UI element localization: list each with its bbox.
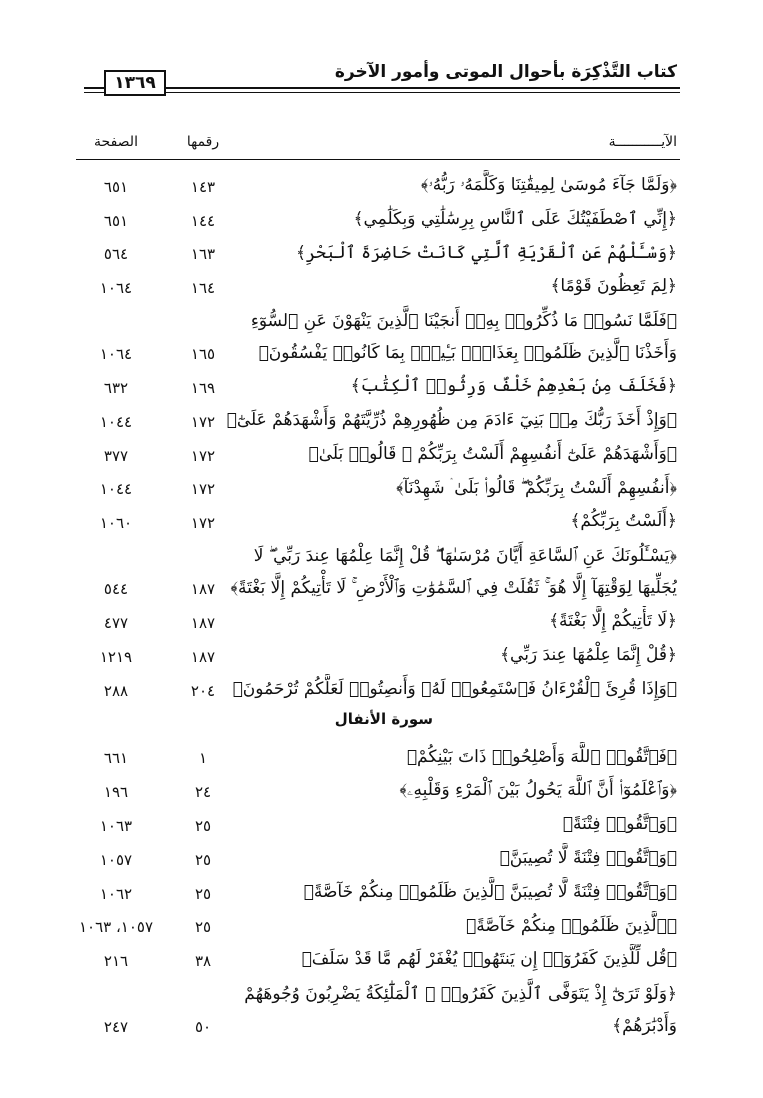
page-number-box — [104, 70, 166, 96]
verse-number: ١٨٧ — [190, 613, 216, 632]
index-row — [0, 911, 763, 945]
page-reference: ٤٧٧ — [103, 613, 129, 632]
page-reference: ٦٦١ — [103, 749, 129, 768]
index-row — [0, 238, 763, 272]
verse-text: ﴿وَٱتَّقُوا۟ فِتْنَةً﴾ — [562, 814, 677, 835]
verse-text: ﴿لِمَ تَعِظُونَ قَوْمًا﴾ — [550, 276, 677, 297]
page-reference: ١٩٦ — [103, 783, 129, 802]
index-row — [0, 606, 763, 640]
verse-number: ١٧٢ — [190, 412, 216, 431]
page-reference: ١٠٦٤ — [99, 345, 133, 364]
verse-text: ﴿وَٱتَّقُوا۟ فِتْنَةً لَّا تُصِيبَنَّ ٱلَّذِينَ ظَلَمُوا۟ مِنكُمْ خَآصَّةً﴾ — [303, 881, 677, 902]
page-number: ١٣٦٩ — [114, 73, 156, 93]
index-row — [0, 742, 763, 776]
verse-number: ١٦٤ — [190, 279, 216, 298]
index-row — [0, 271, 763, 305]
index-row — [0, 640, 763, 674]
verse-text: ﴿وَلَمَّا جَآءَ مُوسَىٰ لِمِيقَٰتِنَا وَكَلَّمَهُۥ رَبُّهُۥ﴾ — [420, 175, 677, 195]
index-row — [0, 843, 763, 877]
index-row — [0, 371, 763, 405]
page-reference: ١٠٥٧، ١٠٦٣ — [78, 918, 154, 937]
verse-number: ٢٤ — [194, 783, 212, 802]
page-reference: ٢٨٨ — [103, 681, 129, 700]
verse-text: ﴿وَٱعْلَمُوٓا۟ أَنَّ ٱللَّهَ يَحُولُ بَيْنَ ٱلْمَرْءِ وَقَلْبِهِۦ﴾ — [399, 780, 677, 801]
index-row — [0, 506, 763, 540]
page-reference: ١٠٤٤ — [99, 412, 133, 431]
column-header-number: رقمها — [186, 134, 220, 150]
page-reference: ١٠٤٤ — [99, 480, 133, 499]
verse-number: ١٤٤ — [190, 211, 216, 230]
verse-number: ١٤٣ — [190, 177, 216, 196]
page-reference: ١٠٦٤ — [99, 279, 133, 298]
page-reference: ١٠٦٢ — [99, 884, 133, 903]
running-header-title: كتاب التَّذْكِرَة بأحوال الموتى وأمور الآخرة — [334, 62, 677, 82]
verse-number: ١٨٧ — [190, 647, 216, 666]
verse-number: ١٨٧ — [190, 580, 216, 599]
page-reference: ٦٥١ — [103, 211, 129, 230]
header-rule-thick — [84, 87, 680, 89]
verse-text: ﴿أَلَسْتُ بِرَبِّكُمْ﴾ — [570, 511, 677, 532]
index-table — [0, 170, 763, 1044]
verse-text: ﴿إِنِّي ٱصْطَفَيْتُكَ عَلَى ٱلنَّاسِ بِرِسَٰلَٰتِي وَبِكَلَٰمِي﴾ — [353, 208, 677, 229]
verse-number: ٢٥ — [194, 816, 212, 835]
verse-text: ﴿وَإِذْ أَخَذَ رَبُّكَ مِنۢ بَنِيٓ ءَادَمَ مِن ظُهُورِهِمْ ذُرِّيَّتَهُمْ وَأَشْهَدَهُمْ عَلَىٰٓ﴾ — [226, 409, 677, 430]
index-row — [0, 944, 763, 978]
verse-number: ١٧٢ — [190, 480, 216, 499]
verse-number: ١٦٥ — [190, 345, 216, 364]
page-reference: ٣٧٧ — [103, 446, 129, 465]
verse-number: ١٧٢ — [190, 446, 216, 465]
verse-text: ﴿وَٱتَّقُوا۟ فِتْنَةً لَّا تُصِيبَنَّ﴾ — [499, 847, 677, 868]
verse-text: ﴿يَسْـَٔلُونَكَ عَنِ ٱلسَّاعَةِ أَيَّانَ مُرْسَىٰهَا ۖ قُلْ إِنَّمَا عِلْمُهَا عِندَ رَبِّي ۖ لَا يُجَلِّيهَا لِوَقْتِهَآ إِلَّا هُوَ ۚ ثَقُلَتْ فِي ٱلسَّمَٰوَٰتِ وَٱلْأَرْضِ ۚ لَا تَأْتِيكُمْ إِلَّا بَغْتَةً﴾ — [230, 546, 677, 599]
index-row — [0, 305, 763, 371]
index-row — [0, 405, 763, 439]
verse-text: ﴿لَا تَأْتِيكُمْ إِلَّا بَغْتَةً﴾ — [549, 611, 677, 632]
index-row — [0, 204, 763, 238]
surah-section-row — [0, 708, 763, 742]
column-header-page: الصفحة — [94, 134, 138, 150]
index-row — [0, 540, 763, 606]
verse-number: ٢٠٤ — [190, 681, 216, 700]
verse-text: ﴿فَخَلَفَ مِنۢ بَعْدِهِمْ خَلْفٌ وَرِثُوا۟ ٱلْكِتَٰبَ﴾ — [350, 376, 677, 397]
column-header-aya: الآيـــــــــــة — [608, 134, 677, 150]
verse-number: ١ — [198, 749, 208, 768]
page-reference: ٥٦٤ — [103, 245, 129, 264]
verse-text: ﴿وَأَشْهَدَهُمْ عَلَىٰٓ أَنفُسِهِمْ أَلَسْتُ بِرَبِّكُمْ ۖ قَالُوا۟ بَلَىٰ﴾ — [308, 443, 677, 464]
verse-number: ٢٥ — [194, 884, 212, 903]
surah-title: سورة الأنفال — [334, 709, 433, 728]
verse-text: ﴿أَنفُسِهِمْ أَلَسْتُ بِرَبِّكُمْ ۖ قَالُوا۟ بَلَىٰ ۛ شَهِدْنَآ﴾ — [396, 477, 677, 498]
verse-number: ٢٥ — [194, 850, 212, 869]
index-row — [0, 170, 763, 204]
index-row — [0, 473, 763, 507]
column-header-rule — [76, 159, 680, 160]
verse-text: ﴿وَسْـَٔلْهُمْ عَنِ ٱلْقَرْيَةِ ٱلَّتِي كَانَتْ حَاضِرَةَ ٱلْبَحْرِ﴾ — [295, 242, 677, 263]
page-reference: ٥٤٤ — [103, 580, 129, 599]
verse-number: ١٦٩ — [190, 378, 216, 397]
verse-text: ﴿فَلَمَّا نَسُوا۟ مَا ذُكِّرُوا۟ بِهِۦٓ أَنجَيْنَا ٱلَّذِينَ يَنْهَوْنَ عَنِ ٱلسُّوٓءِ وَأَخَذْنَا ٱلَّذِينَ ظَلَمُوا۟ بِعَذَابٍۭ بَـِٔيسٍۭ بِمَا كَانُوا۟ يَفْسُقُونَ﴾ — [250, 311, 677, 364]
verse-text: ﴿قُلْ إِنَّمَا عِلْمُهَا عِندَ رَبِّي﴾ — [500, 644, 677, 665]
verse-text: ﴿وَإِذَا قُرِئَ ٱلْقُرْءَانُ فَٱسْتَمِعُوا۟ لَهُۥ وَأَنصِتُوا۟ لَعَلَّكُمْ تُرْحَمُونَ﴾ — [232, 678, 677, 699]
verse-text: ﴿ٱلَّذِينَ ظَلَمُوا۟ مِنكُمْ خَآصَّةً﴾ — [466, 915, 677, 936]
page-reference: ٦٣٢ — [103, 378, 129, 397]
page-reference: ٦٥١ — [103, 177, 129, 196]
page-reference: ٢١٦ — [103, 952, 129, 971]
index-row — [0, 439, 763, 473]
verse-number: ١٦٣ — [190, 245, 216, 264]
index-row — [0, 809, 763, 843]
index-row — [0, 775, 763, 809]
page-reference: ١٠٦٣ — [99, 816, 133, 835]
page-reference: ٢٤٧ — [103, 1018, 129, 1037]
page-reference: ١٠٦٠ — [99, 514, 133, 533]
verse-number: ٥٠ — [194, 1018, 212, 1037]
verse-number: ١٧٢ — [190, 514, 216, 533]
verse-number: ٢٥ — [194, 918, 212, 937]
page-reference: ١٢١٩ — [99, 647, 133, 666]
verse-text: ﴿وَلَوْ تَرَىٰٓ إِذْ يَتَوَفَّى ٱلَّذِينَ كَفَرُوا۟ ۙ ٱلْمَلَٰٓئِكَةُ يَضْرِبُونَ وُجُوهَهُمْ وَأَدْبَٰرَهُمْ﴾ — [244, 984, 677, 1037]
verse-text: ﴿قُل لِّلَّذِينَ كَفَرُوٓا۟ إِن يَنتَهُوا۟ يُغْفَرْ لَهُم مَّا قَدْ سَلَفَ﴾ — [301, 949, 677, 970]
verse-text: ﴿فَٱتَّقُوا۟ ٱللَّهَ وَأَصْلِحُوا۟ ذَاتَ بَيْنِكُمْ﴾ — [406, 746, 677, 767]
page-reference: ١٠٥٧ — [99, 850, 133, 869]
header-rule-thin — [84, 92, 680, 93]
verse-number: ٣٨ — [194, 952, 212, 971]
index-row — [0, 877, 763, 911]
index-row — [0, 978, 763, 1044]
index-row — [0, 674, 763, 708]
